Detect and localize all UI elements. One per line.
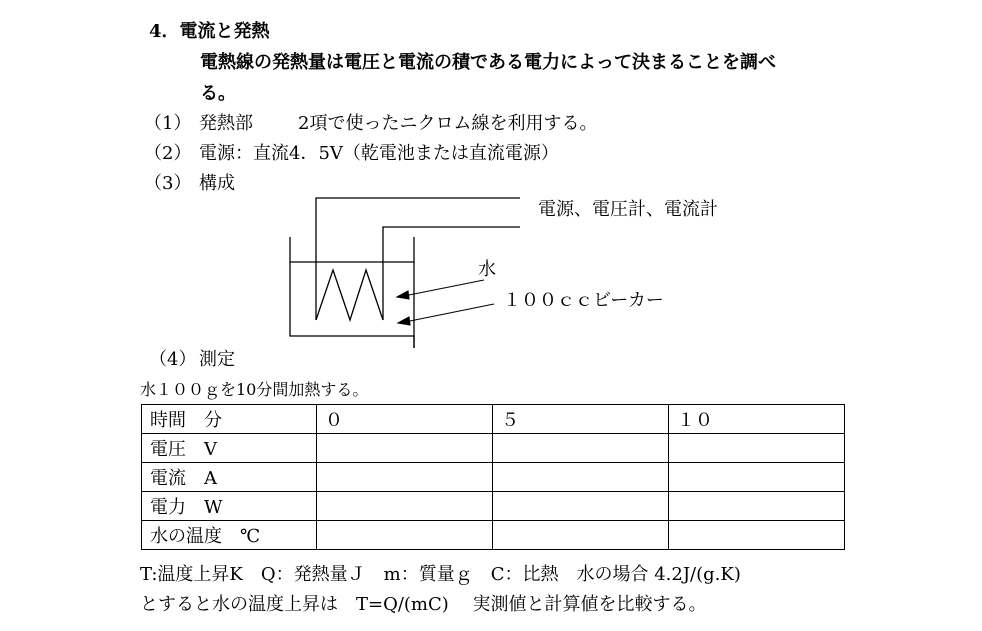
beaker-outline: [290, 237, 414, 348]
label-beaker: １００ｃｃビーカー: [503, 290, 664, 311]
beaker-pointer-arrowhead: [398, 317, 410, 325]
table-cell: [493, 521, 669, 550]
table-row-label: 電力 W: [142, 492, 317, 521]
table-cell: [669, 492, 845, 521]
table-cell: [669, 434, 845, 463]
table-row: [142, 434, 845, 463]
table-cell: [669, 463, 845, 492]
water-pointer-arrowhead: [397, 291, 409, 299]
section-heading: 4．電流と発熱: [149, 21, 270, 42]
table-cell: [493, 463, 669, 492]
table-cell: [317, 434, 493, 463]
label-water: 水: [478, 259, 496, 280]
item-4-text: 測定: [199, 349, 235, 370]
table-header-cell: 時間 分: [142, 405, 317, 434]
notes-line-2: とすると水の温度上昇は T=Q/(mC) 実測値と計算値を比較する。: [140, 594, 707, 615]
item-1-text: 2項で使ったニクロム線を利用する。: [298, 113, 598, 134]
item-1-label: 発熱部: [199, 113, 253, 134]
water-pointer-line: [404, 280, 484, 296]
table-cell: [317, 521, 493, 550]
item-4-number: （4）: [149, 349, 197, 370]
table-row-label: 水の温度 ℃: [142, 521, 317, 550]
table-row-label: 電圧 V: [142, 434, 317, 463]
wire-right: [383, 227, 520, 320]
nichrome-coil: [316, 270, 383, 320]
table-row: [142, 463, 845, 492]
label-power-meters: 電源、電圧計、電流計: [538, 199, 718, 220]
item-1-number: （1）: [144, 113, 192, 134]
table-header-cell: ５: [493, 405, 669, 434]
intro-text-line-2: る。: [200, 83, 236, 104]
notes-line-1: T:温度上昇K Q：発熱量Ｊ m：質量ｇ C：比熱 水の場合 4.2J/(g.K): [140, 564, 741, 585]
table-header-row: [142, 405, 845, 434]
item-2-text: 電源：直流4．5V（乾電池または直流電源）: [199, 143, 559, 164]
table-row: [142, 521, 845, 550]
measure-instruction: 水１００ｇを10分間加熱する。: [140, 380, 369, 399]
beaker-pointer-line: [405, 304, 494, 322]
item-3-number: （3）: [144, 173, 192, 194]
table-cell: [493, 492, 669, 521]
item-3-text: 構成: [199, 173, 235, 194]
item-2-number: （2）: [144, 143, 192, 164]
table-row: [142, 492, 845, 521]
table-cell: [493, 434, 669, 463]
table-cell: [669, 521, 845, 550]
table-header-cell: １０: [669, 405, 845, 434]
intro-text-line-1: 電熱線の発熱量は電圧と電流の積である電力によって決まることを調べ: [200, 52, 776, 73]
table-cell: [317, 463, 493, 492]
table-header-cell: ０: [317, 405, 493, 434]
table-cell: [317, 492, 493, 521]
table-row-label: 電流 A: [142, 463, 317, 492]
measurement-table: [141, 404, 845, 550]
